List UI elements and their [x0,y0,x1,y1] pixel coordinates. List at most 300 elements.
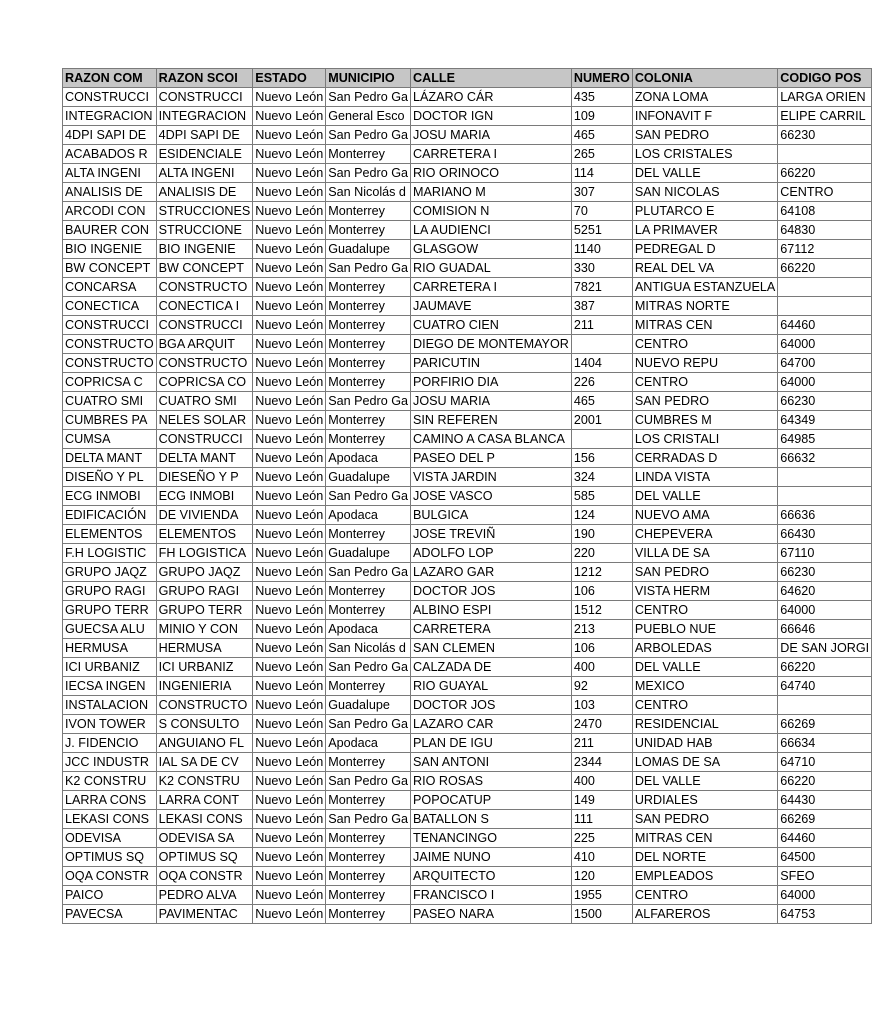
table-cell[interactable]: COPRICSA CO [156,373,253,392]
table-cell[interactable]: DEL NORTE [632,848,777,867]
table-cell[interactable]: BGA ARQUIT [156,335,253,354]
table-cell[interactable]: Apodaca [326,620,411,639]
table-cell[interactable]: Nuevo León [253,867,326,886]
table-cell[interactable]: San Pedro Ga [326,392,411,411]
table-cell[interactable] [778,696,872,715]
table-cell[interactable]: LARGA ORIEN [778,88,872,107]
column-header[interactable]: CODIGO POS [778,69,872,88]
table-cell[interactable]: 66636 [778,506,872,525]
table-cell[interactable]: 330 [571,259,632,278]
table-cell[interactable]: Monterrey [326,373,411,392]
table-cell[interactable]: Nuevo León [253,259,326,278]
table-cell[interactable]: CHEPEVERA [632,525,777,544]
table-cell[interactable]: JOSU MARIA [411,126,572,145]
table-cell[interactable]: MITRAS NORTE [632,297,777,316]
table-cell[interactable]: PLAN DE IGU [411,734,572,753]
table-cell[interactable]: 4DPI SAPI DE [156,126,253,145]
table-cell[interactable]: DELTA MANT [156,449,253,468]
table-cell[interactable]: SAN NICOLAS [632,183,777,202]
table-cell[interactable]: General Esco [326,107,411,126]
table-cell[interactable]: San Nicolás d [326,183,411,202]
table-cell[interactable]: CONSTRUCCI [63,316,157,335]
table-cell[interactable]: 67110 [778,544,872,563]
table-cell[interactable]: Nuevo León [253,88,326,107]
table-cell[interactable]: Monterrey [326,411,411,430]
table-cell[interactable]: GRUPO RAGI [63,582,157,601]
table-cell[interactable]: Nuevo León [253,278,326,297]
table-cell[interactable]: 124 [571,506,632,525]
table-cell[interactable]: ARBOLEDAS [632,639,777,658]
table-cell[interactable]: DEL VALLE [632,772,777,791]
table-cell[interactable]: CUATRO SMI [63,392,157,411]
table-cell[interactable]: SAN PEDRO [632,563,777,582]
table-cell[interactable]: 64985 [778,430,872,449]
table-cell[interactable]: VILLA DE SA [632,544,777,563]
table-cell[interactable]: Nuevo León [253,620,326,639]
table-cell[interactable]: K2 CONSTRU [63,772,157,791]
table-cell[interactable]: GLASGOW [411,240,572,259]
table-cell[interactable]: LÁZARO CÁR [411,88,572,107]
table-cell[interactable]: 226 [571,373,632,392]
table-cell[interactable]: LA AUDIENCI [411,221,572,240]
table-cell[interactable]: 66269 [778,810,872,829]
table-cell[interactable]: COMISION N [411,202,572,221]
column-header[interactable]: CALLE [411,69,572,88]
table-cell[interactable]: San Pedro Ga [326,259,411,278]
table-cell[interactable]: 66430 [778,525,872,544]
table-cell[interactable]: CONSTRUCCI [156,430,253,449]
table-cell[interactable]: 220 [571,544,632,563]
table-cell[interactable]: PORFIRIO DIA [411,373,572,392]
table-cell[interactable]: San Pedro Ga [326,487,411,506]
table-cell[interactable]: Nuevo León [253,354,326,373]
table-cell[interactable]: 2470 [571,715,632,734]
table-cell[interactable]: PASEO DEL P [411,449,572,468]
table-cell[interactable]: 66230 [778,392,872,411]
table-cell[interactable]: Nuevo León [253,753,326,772]
table-cell[interactable]: FH LOGISTICA [156,544,253,563]
table-cell[interactable]: SAN PEDRO [632,126,777,145]
table-cell[interactable]: Nuevo León [253,677,326,696]
table-cell[interactable]: EDIFICACIÓN [63,506,157,525]
table-cell[interactable]: ALTA INGENI [63,164,157,183]
table-cell[interactable]: 64000 [778,601,872,620]
table-cell[interactable]: MARIANO M [411,183,572,202]
table-cell[interactable]: Nuevo León [253,848,326,867]
table-cell[interactable]: EMPLEADOS [632,867,777,886]
table-cell[interactable]: Nuevo León [253,829,326,848]
table-cell[interactable]: JOSE TREVIÑ [411,525,572,544]
table-cell[interactable]: 585 [571,487,632,506]
table-cell[interactable]: ZONA LOMA [632,88,777,107]
table-cell[interactable]: ECG INMOBI [63,487,157,506]
table-cell[interactable]: ANALISIS DE [156,183,253,202]
table-cell[interactable]: ADOLFO LOP [411,544,572,563]
table-cell[interactable]: STRUCCIONE [156,221,253,240]
table-cell[interactable]: Nuevo León [253,715,326,734]
table-cell[interactable]: 64430 [778,791,872,810]
table-cell[interactable]: GRUPO JAQZ [63,563,157,582]
table-cell[interactable]: CUATRO SMI [156,392,253,411]
table-cell[interactable]: K2 CONSTRU [156,772,253,791]
table-cell[interactable]: Monterrey [326,430,411,449]
table-cell[interactable]: ODEVISA SA [156,829,253,848]
table-cell[interactable]: REAL DEL VA [632,259,777,278]
table-cell[interactable]: CONCARSA [63,278,157,297]
table-cell[interactable]: 2001 [571,411,632,430]
table-cell[interactable]: 66230 [778,126,872,145]
table-cell[interactable]: SFEO [778,867,872,886]
table-cell[interactable]: 111 [571,810,632,829]
table-cell[interactable]: F.H LOGISTIC [63,544,157,563]
table-cell[interactable]: 225 [571,829,632,848]
table-cell[interactable]: Nuevo León [253,221,326,240]
table-cell[interactable]: RIO ORINOCO [411,164,572,183]
table-cell[interactable]: Monterrey [326,829,411,848]
table-cell[interactable]: SAN ANTONI [411,753,572,772]
table-cell[interactable]: INTEGRACION [156,107,253,126]
table-cell[interactable]: Nuevo León [253,164,326,183]
table-cell[interactable]: Monterrey [326,867,411,886]
table-cell[interactable]: 64000 [778,373,872,392]
table-cell[interactable]: CUMSA [63,430,157,449]
table-cell[interactable]: 66632 [778,449,872,468]
table-cell[interactable]: OQA CONSTR [156,867,253,886]
table-cell[interactable]: 265 [571,145,632,164]
table-cell[interactable]: CONECTICA I [156,297,253,316]
table-cell[interactable]: DIESEÑO Y P [156,468,253,487]
table-cell[interactable]: RIO ROSAS [411,772,572,791]
table-cell[interactable]: 213 [571,620,632,639]
table-cell[interactable]: MITRAS CEN [632,829,777,848]
table-cell[interactable]: CONSTRUCCI [156,316,253,335]
table-cell[interactable]: ESIDENCIALE [156,145,253,164]
table-cell[interactable]: Monterrey [326,354,411,373]
table-cell[interactable]: 66634 [778,734,872,753]
table-cell[interactable]: OQA CONSTR [63,867,157,886]
table-cell[interactable]: 66220 [778,259,872,278]
table-cell[interactable]: 149 [571,791,632,810]
table-cell[interactable]: Nuevo León [253,240,326,259]
column-header[interactable]: MUNICIPIO [326,69,411,88]
table-cell[interactable]: 64500 [778,848,872,867]
table-cell[interactable]: 190 [571,525,632,544]
table-cell[interactable]: 66230 [778,563,872,582]
table-cell[interactable]: ECG INMOBI [156,487,253,506]
table-cell[interactable] [571,430,632,449]
table-cell[interactable]: 324 [571,468,632,487]
table-cell[interactable]: BATALLON S [411,810,572,829]
table-cell[interactable]: 307 [571,183,632,202]
table-cell[interactable]: San Pedro Ga [326,715,411,734]
table-cell[interactable]: Nuevo León [253,658,326,677]
table-cell[interactable]: San Pedro Ga [326,772,411,791]
table-cell[interactable]: Nuevo León [253,563,326,582]
table-cell[interactable]: Monterrey [326,335,411,354]
table-cell[interactable]: PARICUTIN [411,354,572,373]
table-cell[interactable]: CENTRO [632,373,777,392]
table-cell[interactable]: Nuevo León [253,449,326,468]
table-cell[interactable]: 1212 [571,563,632,582]
table-cell[interactable]: ARCODI CON [63,202,157,221]
table-cell[interactable]: 64710 [778,753,872,772]
table-cell[interactable]: 64349 [778,411,872,430]
table-cell[interactable]: GRUPO JAQZ [156,563,253,582]
table-cell[interactable]: MINIO Y CON [156,620,253,639]
table-cell[interactable]: Nuevo León [253,791,326,810]
table-cell[interactable]: INFONAVIT F [632,107,777,126]
table-cell[interactable]: 400 [571,658,632,677]
table-cell[interactable]: 1404 [571,354,632,373]
table-cell[interactable]: 64740 [778,677,872,696]
table-cell[interactable]: BIO INGENIE [156,240,253,259]
table-cell[interactable]: 103 [571,696,632,715]
table-cell[interactable]: VISTA JARDIN [411,468,572,487]
table-cell[interactable]: 1512 [571,601,632,620]
table-cell[interactable]: 211 [571,734,632,753]
table-cell[interactable]: Nuevo León [253,810,326,829]
table-cell[interactable]: 106 [571,582,632,601]
table-cell[interactable]: Monterrey [326,297,411,316]
table-cell[interactable]: HERMUSA [63,639,157,658]
table-cell[interactable]: INSTALACION [63,696,157,715]
table-cell[interactable]: ALTA INGENI [156,164,253,183]
table-cell[interactable]: 64830 [778,221,872,240]
table-cell[interactable]: Nuevo León [253,145,326,164]
table-cell[interactable] [778,487,872,506]
table-cell[interactable]: ACABADOS R [63,145,157,164]
table-cell[interactable] [778,297,872,316]
table-cell[interactable]: LEKASI CONS [63,810,157,829]
table-cell[interactable]: LAZARO CAR [411,715,572,734]
table-cell[interactable]: 114 [571,164,632,183]
table-cell[interactable]: Nuevo León [253,601,326,620]
table-cell[interactable]: CUMBRES PA [63,411,157,430]
column-header[interactable]: RAZON COM [63,69,157,88]
table-cell[interactable]: Nuevo León [253,430,326,449]
table-cell[interactable]: Monterrey [326,525,411,544]
table-cell[interactable]: Guadalupe [326,696,411,715]
table-cell[interactable]: Nuevo León [253,734,326,753]
table-cell[interactable]: 64108 [778,202,872,221]
table-cell[interactable]: 64000 [778,335,872,354]
table-cell[interactable]: JAIME NUNO [411,848,572,867]
table-cell[interactable]: PAICO [63,886,157,905]
table-cell[interactable]: Nuevo León [253,525,326,544]
table-cell[interactable]: San Pedro Ga [326,563,411,582]
table-cell[interactable]: ICI URBANIZ [63,658,157,677]
table-cell[interactable]: UNIDAD HAB [632,734,777,753]
table-cell[interactable]: NUEVO AMA [632,506,777,525]
table-cell[interactable]: 66220 [778,772,872,791]
table-cell[interactable]: Monterrey [326,278,411,297]
table-cell[interactable]: LOMAS DE SA [632,753,777,772]
table-cell[interactable]: Monterrey [326,677,411,696]
table-cell[interactable]: CONSTRUCCI [156,88,253,107]
table-cell[interactable]: CENTRO [778,183,872,202]
column-header[interactable]: COLONIA [632,69,777,88]
table-cell[interactable]: 1955 [571,886,632,905]
table-cell[interactable]: Nuevo León [253,696,326,715]
table-cell[interactable]: CENTRO [632,335,777,354]
table-cell[interactable]: Monterrey [326,848,411,867]
table-cell[interactable]: IECSA INGEN [63,677,157,696]
table-cell[interactable]: San Pedro Ga [326,126,411,145]
table-cell[interactable]: 66646 [778,620,872,639]
table-cell[interactable]: San Pedro Ga [326,164,411,183]
table-cell[interactable]: GRUPO TERR [63,601,157,620]
table-cell[interactable]: CAMINO A CASA BLANCA [411,430,572,449]
table-cell[interactable]: DISEÑO Y PL [63,468,157,487]
table-cell[interactable]: Nuevo León [253,126,326,145]
table-cell[interactable]: 1140 [571,240,632,259]
table-cell[interactable]: 410 [571,848,632,867]
table-cell[interactable]: Monterrey [326,601,411,620]
table-cell[interactable]: GRUPO RAGI [156,582,253,601]
table-cell[interactable]: CENTRO [632,886,777,905]
table-cell[interactable]: DEL VALLE [632,164,777,183]
table-cell[interactable]: 70 [571,202,632,221]
table-cell[interactable]: Guadalupe [326,468,411,487]
table-cell[interactable]: CERRADAS D [632,449,777,468]
table-cell[interactable]: PEDREGAL D [632,240,777,259]
table-cell[interactable]: ICI URBANIZ [156,658,253,677]
table-cell[interactable]: OPTIMUS SQ [156,848,253,867]
table-cell[interactable]: CONSTRUCTO [156,354,253,373]
table-cell[interactable]: CONSTRUCTO [63,354,157,373]
table-cell[interactable] [778,278,872,297]
table-cell[interactable]: ANTIGUA ESTANZUELA [632,278,777,297]
table-cell[interactable]: INGENIERIA [156,677,253,696]
table-cell[interactable]: Nuevo León [253,506,326,525]
table-cell[interactable]: JOSU MARIA [411,392,572,411]
table-cell[interactable]: SAN CLEMEN [411,639,572,658]
table-cell[interactable]: COPRICSA C [63,373,157,392]
table-cell[interactable]: Monterrey [326,753,411,772]
column-header[interactable]: RAZON SCOI [156,69,253,88]
table-cell[interactable]: PEDRO ALVA [156,886,253,905]
table-cell[interactable]: SAN PEDRO [632,392,777,411]
table-cell[interactable]: GUECSA ALU [63,620,157,639]
table-cell[interactable]: CONSTRUCTO [63,335,157,354]
table-cell[interactable]: ALBINO ESPI [411,601,572,620]
table-cell[interactable] [571,335,632,354]
table-cell[interactable]: ELEMENTOS [63,525,157,544]
table-cell[interactable]: CUATRO CIEN [411,316,572,335]
table-cell[interactable]: Monterrey [326,221,411,240]
table-cell[interactable]: CONSTRUCCI [63,88,157,107]
table-cell[interactable]: STRUCCIONES [156,202,253,221]
table-cell[interactable]: San Nicolás d [326,639,411,658]
table-cell[interactable]: Apodaca [326,506,411,525]
table-cell[interactable]: LAZARO GAR [411,563,572,582]
table-cell[interactable]: 66220 [778,658,872,677]
table-cell[interactable]: San Pedro Ga [326,658,411,677]
table-cell[interactable]: Nuevo León [253,886,326,905]
table-cell[interactable]: LEKASI CONS [156,810,253,829]
table-cell[interactable]: MEXICO [632,677,777,696]
table-cell[interactable]: RIO GUAYAL [411,677,572,696]
table-cell[interactable]: BW CONCEPT [63,259,157,278]
table-cell[interactable]: 64620 [778,582,872,601]
table-cell[interactable]: Monterrey [326,316,411,335]
table-cell[interactable]: SIN REFEREN [411,411,572,430]
table-cell[interactable]: Nuevo León [253,392,326,411]
table-cell[interactable]: ANGUIANO FL [156,734,253,753]
table-cell[interactable]: 66269 [778,715,872,734]
table-cell[interactable]: DEL VALLE [632,487,777,506]
table-cell[interactable]: URDIALES [632,791,777,810]
table-cell[interactable]: IVON TOWER [63,715,157,734]
table-cell[interactable]: LOS CRISTALI [632,430,777,449]
table-cell[interactable]: LA PRIMAVER [632,221,777,240]
table-cell[interactable]: JOSE VASCO [411,487,572,506]
table-cell[interactable]: BW CONCEPT [156,259,253,278]
table-cell[interactable]: ELEMENTOS [156,525,253,544]
table-cell[interactable]: 106 [571,639,632,658]
table-cell[interactable]: 64460 [778,316,872,335]
table-cell[interactable]: CARRETERA [411,620,572,639]
table-cell[interactable]: 64700 [778,354,872,373]
table-cell[interactable]: 64460 [778,829,872,848]
table-cell[interactable]: CENTRO [632,696,777,715]
table-cell[interactable]: CENTRO [632,601,777,620]
table-cell[interactable]: ALFAREROS [632,905,777,924]
table-cell[interactable]: 1500 [571,905,632,924]
table-cell[interactable]: Nuevo León [253,373,326,392]
table-cell[interactable]: Monterrey [326,791,411,810]
table-cell[interactable]: 64753 [778,905,872,924]
table-cell[interactable]: Apodaca [326,449,411,468]
table-cell[interactable]: DE VIVIENDA [156,506,253,525]
table-cell[interactable]: Monterrey [326,145,411,164]
table-cell[interactable]: ANALISIS DE [63,183,157,202]
table-cell[interactable]: Monterrey [326,202,411,221]
table-cell[interactable]: PASEO NARA [411,905,572,924]
table-cell[interactable]: DOCTOR JOS [411,582,572,601]
table-cell[interactable]: TENANCINGO [411,829,572,848]
table-cell[interactable]: RESIDENCIAL [632,715,777,734]
table-cell[interactable]: Nuevo León [253,411,326,430]
table-cell[interactable]: Nuevo León [253,316,326,335]
table-cell[interactable]: MITRAS CEN [632,316,777,335]
table-cell[interactable]: San Pedro Ga [326,810,411,829]
table-cell[interactable]: PAVECSA [63,905,157,924]
table-cell[interactable]: PAVIMENTAC [156,905,253,924]
table-cell[interactable]: BAURER CON [63,221,157,240]
table-cell[interactable]: CONSTRUCTO [156,696,253,715]
table-cell[interactable]: LINDA VISTA [632,468,777,487]
table-cell[interactable] [778,468,872,487]
table-cell[interactable]: 66220 [778,164,872,183]
table-cell[interactable]: POPOCATUP [411,791,572,810]
column-header[interactable]: ESTADO [253,69,326,88]
table-cell[interactable]: CARRETERA I [411,145,572,164]
table-cell[interactable]: INTEGRACION [63,107,157,126]
table-cell[interactable]: DIEGO DE MONTEMAYOR [411,335,572,354]
table-cell[interactable]: 435 [571,88,632,107]
table-cell[interactable]: CONECTICA [63,297,157,316]
table-cell[interactable]: 5251 [571,221,632,240]
table-cell[interactable]: Nuevo León [253,183,326,202]
table-cell[interactable]: 109 [571,107,632,126]
table-cell[interactable]: 4DPI SAPI DE [63,126,157,145]
table-cell[interactable]: FRANCISCO I [411,886,572,905]
table-cell[interactable]: 92 [571,677,632,696]
table-cell[interactable]: RIO GUADAL [411,259,572,278]
table-cell[interactable]: PUEBLO NUE [632,620,777,639]
table-cell[interactable]: Nuevo León [253,202,326,221]
